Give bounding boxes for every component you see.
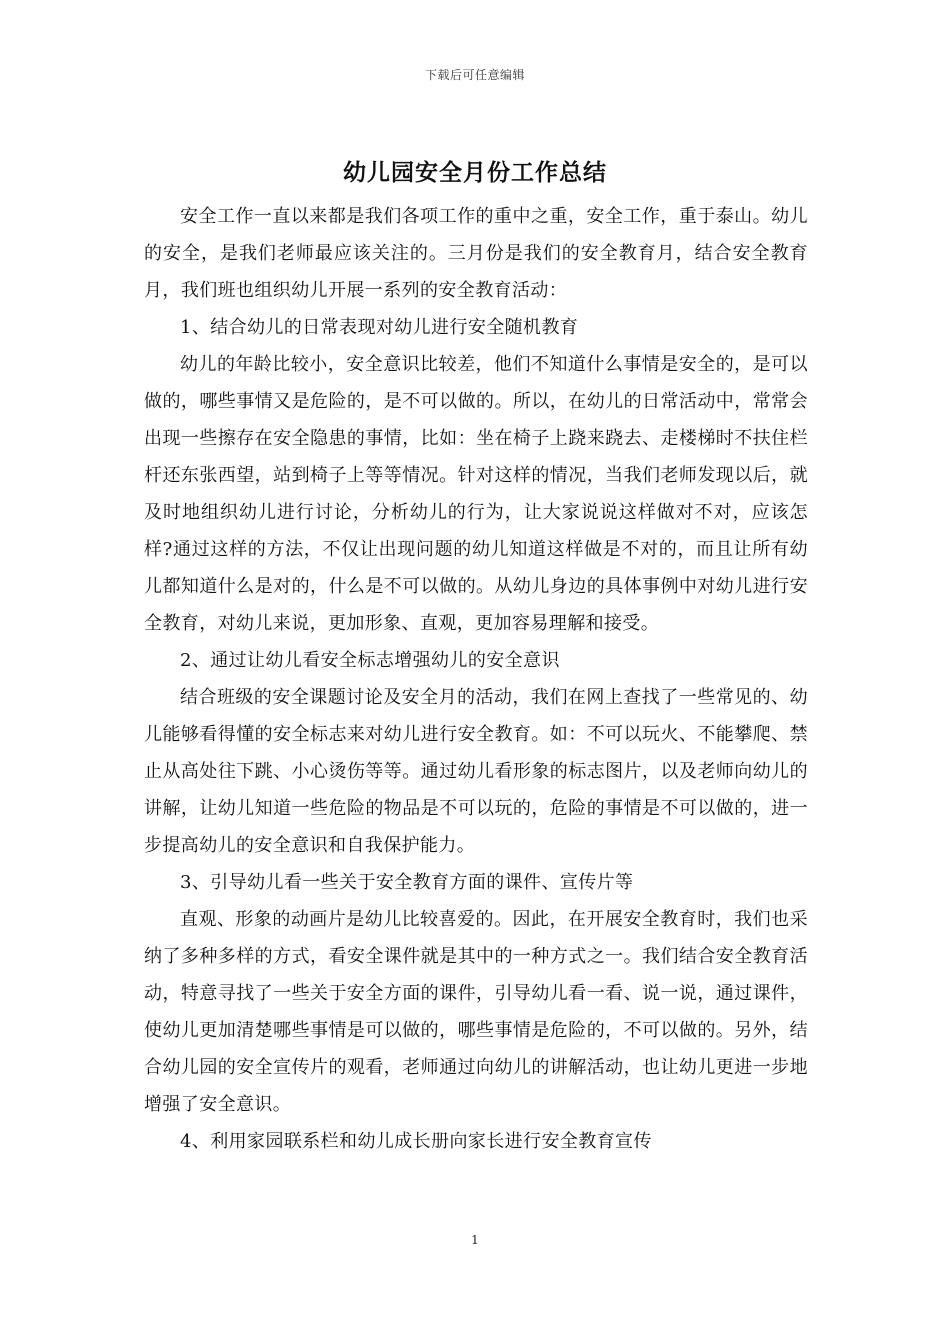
section-paragraph-1: 幼儿的年龄比较小，安全意识比较差，他们不知道什么事情是安全的，是可以做的，哪些事情又是危险的，是不可以做的。所以，在幼儿的日常活动中，常常会出现一些擦存在安全隐患的事情，比如：坐在椅子上跷来跷去、走楼梯时不扶住栏杆还东张西望，站到椅子上等等情况。针对这样的情况，当我们老师发现以后，就及时地组织幼儿进行讨论，分析幼儿的行为，让大家说说这样做对不对，应该怎样?通过这样的方法，不仅让出现问题的幼儿知道这样做是不对的，而且让所有幼儿都知道什么是对的，什么是不可以做的。从幼儿身边的具体事例中对幼儿进行安全教育，对幼儿来说，更加形象、直观，更加容易理解和接受。	[144, 354, 808, 634]
header-note: 下载后可任意编辑	[424, 68, 525, 82]
section-heading-3: 3、引导幼儿看一些关于安全教育方面的课件、宣传片等	[180, 872, 634, 893]
page-number: 1	[471, 1233, 479, 1247]
section-heading-2: 2、通过让幼儿看安全标志增强幼儿的安全意识	[180, 650, 560, 671]
section-paragraph-2: 结合班级的安全课题讨论及安全月的活动，我们在网上查找了一些常见的、幼儿能够看得懂的安全标志来对幼儿进行安全教育。如：不可以玩火、不能攀爬、禁止从高处往下跳、小心烫伤等等。通过幼儿看形象的标志图片，以及老师向幼儿的讲解，让幼儿知道一些危险的物品是不可以玩的，危险的事情是不可以做的，进一步提高幼儿的安全意识和自我保护能力。	[144, 687, 808, 856]
intro-paragraph: 安全工作一直以来都是我们各项工作的重中之重，安全工作，重于泰山。幼儿的安全，是我们老师最应该关注的。三月份是我们的安全教育月，结合安全教育月，我们班也组织幼儿开展一系列的安全教育活动：	[144, 206, 808, 301]
document-body	[144, 198, 808, 1160]
section-heading-1: 1、结合幼儿的日常表现对幼儿进行安全随机教育	[180, 317, 579, 338]
section-paragraph-3: 直观、形象的动画片是幼儿比较喜爱的。因此，在开展安全教育时，我们也采纳了多种多样的方式，看安全课件就是其中的一种方式之一。我们结合安全教育活动，特意寻找了一些关于安全方面的课件，引导幼儿看一看、说一说，通过课件，使幼儿更加清楚哪些事情是可以做的，哪些事情是危险的，不可以做的。另外，结合幼儿园的安全宣传片的观看，老师通过向幼儿的讲解活动，也让幼儿更进一步地增强了安全意识。	[144, 909, 808, 1115]
document-title: 幼儿园安全月份工作总结	[343, 159, 607, 186]
section-heading-4: 4、利用家园联系栏和幼儿成长册向家长进行安全教育宣传	[180, 1131, 652, 1152]
